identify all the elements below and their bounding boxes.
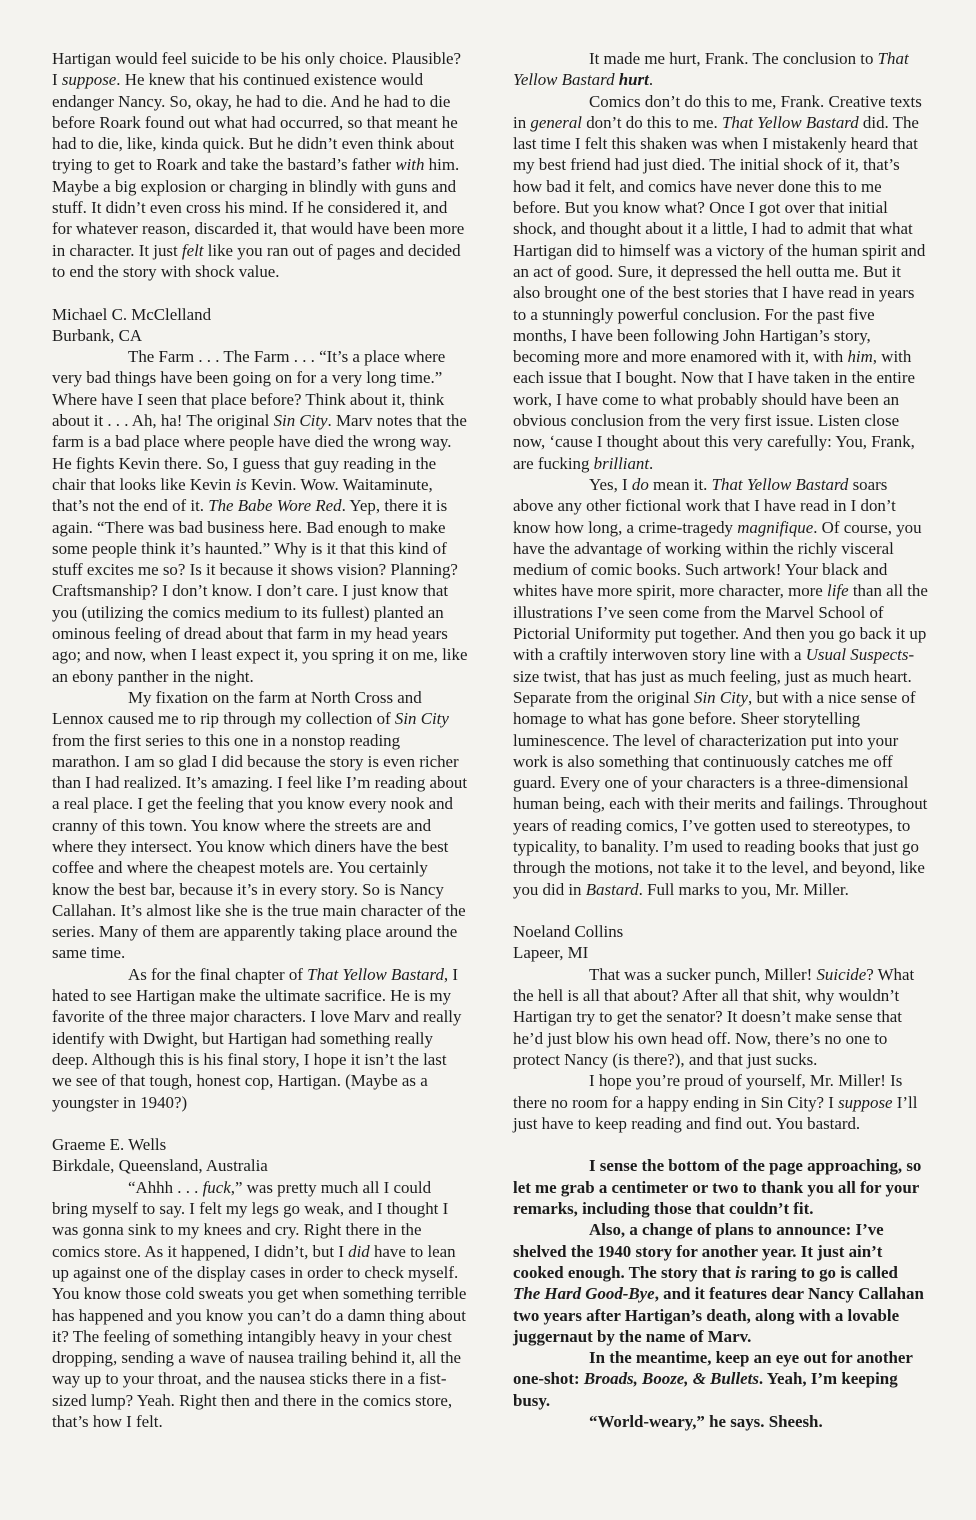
text-run: Also, a change of plans to announce: I’ve shelved the 1940 story for another year. It just ain’t cooked enough. The story that	[513, 1220, 884, 1282]
text-run: don’t do this to me.	[581, 112, 722, 132]
editor-reply-paragraph	[513, 1347, 929, 1411]
italic-run: That Yellow Bastard	[711, 474, 849, 494]
letter-author-name: Michael C. McClelland	[52, 304, 212, 324]
right-column	[513, 48, 929, 1432]
text-run: In the meantime, keep an eye out for another one-shot:	[513, 1348, 913, 1389]
editor-reply-paragraph	[513, 1411, 929, 1432]
left-column	[52, 48, 468, 1432]
italic-run: is	[735, 1262, 747, 1282]
italic-run: The Hard Good-Bye	[513, 1284, 655, 1304]
italic-run: suppose	[838, 1092, 893, 1112]
text-run: My fixation on the farm at North Cross and Lennox caused me to rip through my collection of	[52, 687, 422, 729]
text-run: . Of course, you have the advantage of working within the richly visceral medium of comic books. Such artwork! Your black and whites have more spirit, more character, more	[513, 517, 922, 601]
text-run: ? What the hell is all that about? After all that shit, why wouldn’t Hartigan try to get the senator? It doesn’t make sense that he’d just blow his own head off. Now, there’s no one to protect Nancy (is there?), and that just sucks.	[513, 964, 915, 1069]
italic-run: magnifique	[737, 517, 814, 537]
italic-run: with	[395, 155, 425, 175]
italic-run: That Yellow Bastard	[721, 112, 859, 132]
italic-run: That Yellow Bastard	[513, 49, 909, 90]
italic-run: Suicide	[816, 964, 867, 984]
text-run: . Marv notes that the farm is a bad place where people have died the wrong way. He fights Kevin there. So, I guess that guy reading in the chair that looks like Kevin	[52, 411, 467, 494]
letter-paragraph	[52, 687, 468, 964]
italic-run: him	[847, 347, 873, 367]
text-run: .	[648, 70, 654, 90]
editor-reply-paragraph	[513, 1155, 929, 1219]
italic-run: The Babe Wore Red	[208, 496, 342, 516]
letter-paragraph	[513, 48, 929, 91]
italic-run: life	[827, 581, 849, 601]
italic-run: did	[348, 1241, 370, 1261]
letter-paragraph	[513, 474, 929, 900]
text-run: I sense the bottom of the page approaching, so let me grab a centimeter or two to thank you all for your remarks, including those that couldn’t fit.	[513, 1156, 922, 1219]
italic-run: Sin City	[394, 709, 449, 729]
italic-run: That Yellow Bastard	[307, 964, 444, 984]
letter-author-name: Noeland Collins	[513, 922, 624, 942]
spacer	[513, 900, 929, 921]
text-run: raring to go is called	[746, 1262, 898, 1282]
italic-run: Sin City	[694, 687, 749, 707]
text-run: , but with a nice sense of homage to what has gone before. Sheer storytelling luminescence. The level of characterization put into your work is also something that continuously catches me off guard. Every one of your characters is a three-dimensional human being, each with their merits and failings. Throughout years of reading comics, I’ve gotten used to stereotypes, to typicality, to banality. I’m used to reading books that just go through the motions, not take it to the level, and beyond, like you did in	[513, 687, 928, 899]
text-run: soars above any other fictional work that I have read in I don’t know how long, a crime-tragedy	[513, 474, 896, 537]
text-run: .	[649, 453, 654, 473]
text-run: from the first series to this one in a nonstop reading marathon. I am so glad I did because the story is even richer than I had realized. It’s amazing. I feel like I’m reading about a real place. I get the feeling that you know every nook and cranny of this town. You know where the streets are and where they intersect. You know which diners have the best coffee and where the cheapest motels are. You certainly know the best bar, because it’s in every story. So is Nancy Callahan. It’s almost like she is the true main character of the series. Many of them are apparently taking place around the same time.	[52, 730, 468, 963]
letter-paragraph	[52, 964, 468, 1113]
text-run: him. Maybe a big explosion or charging in blindly with guns and stuff. It didn’t even cross his mind. If he considered it, and for whatever reason, discarded it, that would have been more in character. It just	[52, 155, 465, 260]
text-run: “Ahhh . . .	[128, 1177, 203, 1197]
letter-author-location: Lapeer, MI	[513, 943, 589, 963]
text-run: -size twist, that has just as much feeling, just as much heart. Separate from the original	[513, 645, 915, 707]
italic-run: Sin City	[273, 411, 328, 431]
text-run: than all the illustrations I’ve seen come from the Marvel School of Pictorial Uniformity put together. And then you go back it up with a craftily interwoven story line with a	[513, 581, 928, 665]
italic-run: general	[530, 112, 582, 132]
letter-author-location: Birkdale, Queensland, Australia	[52, 1156, 268, 1176]
letter-paragraph	[513, 91, 929, 474]
italic-run: Bastard	[585, 879, 639, 899]
text-run: did. The last time I felt this shaken was when I mistakenly heard that my best friend had just died. The initial shock of it, that’s how bad it felt, and comics have never done this to me before. But you know what? Once I got over that initial shock, and thought about it a little, I had to admit that what Hartigan did to himself was a victory of the human spirit and an act of good. Sure, it depressed the hell outta me. But it also brought one of the best stories that I have read in years to a stunningly powerful conclusion. For the past five months, I have been following John Hartigan’s story, becoming more and more enamored with it, with	[513, 112, 926, 367]
text-run: , I hated to see Hartigan make the ultimate sacrifice. He is my favorite of the three major characters. I love Marv and really identify with Dwight, but Hartigan had something really deep. Although this is his final story, I hope it isn’t the last we see of that tough, honest cop, Hartigan. (Maybe as a youngster in 1940?)	[52, 964, 462, 1112]
italic-run: felt	[181, 240, 204, 260]
editor-reply-paragraph	[513, 1219, 929, 1347]
letter-paragraph	[52, 346, 468, 687]
text-run: I’ll just have to keep reading and find out. You bastard.	[513, 1092, 918, 1133]
text-run: ,” was pretty much all I could bring myself to say. I felt my legs go weak, and I thought I was gonna sink to my knees and cry. Right there in the comics store. As it happened, I didn’t, but I	[52, 1177, 449, 1261]
letter-author-location: Burbank, CA	[52, 325, 143, 345]
text-run: Kevin. Wow. Waitaminute, that’s not the end of it.	[52, 474, 433, 516]
text-run: , with each issue that I bought. Now that I have taken in the entire work, I have come to what probably should have been an obvious conclusion from the very first issue. Listen close now, ‘cause I thought about this very carefully: You, Frank, are fucking	[513, 347, 915, 473]
italic-run: brilliant	[593, 453, 650, 473]
letter-paragraph	[52, 48, 468, 282]
text-run: Yes, I	[589, 474, 632, 494]
text-run: Hartigan would feel suicide to be his only choice. Plausible? I	[52, 49, 462, 90]
text-run: It made me hurt, Frank. The conclusion to	[589, 49, 878, 68]
italic-run: fuck	[202, 1177, 231, 1197]
text-run: The Farm . . . The Farm . . . “It’s a place where very bad things have been going on for a very long time.” Where have I seen that place before? Think about it, think about it . . . Ah, ha! The original	[52, 347, 446, 431]
italic-run: is	[235, 474, 247, 494]
text-run: As for the final chapter of	[128, 964, 308, 984]
italic-run: do	[631, 474, 649, 494]
text-run: . Full marks to you, Mr. Miller.	[638, 879, 849, 899]
bold-italic-run: hurt	[618, 70, 649, 90]
text-run: That was a sucker punch, Miller!	[589, 964, 817, 984]
text-run: . Yeah, I’m keeping busy.	[513, 1369, 898, 1410]
text-run: mean it.	[648, 474, 712, 494]
text-run: . He knew that his continued existence would endanger Nancy. So, okay, he had to die. And he had to die before Roark found out what had occurred, so that meant he had to die, like, kinda quick. But he didn’t even think about trying to get to Roark and take the bastard’s father	[52, 70, 458, 175]
italic-run: suppose	[61, 70, 117, 90]
text-run: . Yep, there it is again. “There was bad business here. Bad enough to make some people think it’s haunted.” Why is it that this kind of stuff excites me so? Is it because it shows vision? Planning? Craftsmanship? I don’t know. I don’t care. I just know that you (utilizing the comics medium to its fullest) planted an ominous feeling of dread about that farm in my head years ago; and now, when I least expect it, you spring it on me, like an ebony panther in the night.	[52, 496, 468, 686]
text-run: I hope you’re proud of yourself, Mr. Miller! Is there no room for a happy ending in Sin City? I	[513, 1071, 903, 1112]
spacer	[513, 1134, 929, 1155]
text-run: , and it features dear Nancy Callahan two years after Hartigan’s death, along with a lovable juggernaut by the name of Marv.	[513, 1284, 924, 1346]
italic-run: Broads, Booze, & Bullets	[583, 1369, 759, 1389]
letter-paragraph	[52, 1177, 468, 1433]
text-run: Comics don’t do this to me, Frank. Creative texts in	[513, 91, 922, 132]
text-run: have to lean up against one of the display cases in order to check myself. You know those cold sweats you get when something terrible has happened and you know you can’t do a damn thing about it? The feeling of something intangibly heavy in your chest dropping, sending a wave of nausea trailing behind it, all the way up to your throat, and the nausea sticks there in a fist-sized lump? Yeah. Right then and there in the comics store, that’s how I felt.	[52, 1241, 467, 1431]
text-run: like you ran out of pages and decided to end the story with shock value.	[52, 240, 461, 281]
letter-paragraph	[513, 964, 929, 1070]
spacer	[52, 1113, 468, 1134]
spacer	[52, 282, 468, 303]
letter-author-name: Graeme E. Wells	[52, 1135, 167, 1155]
italic-run: Usual Suspects	[805, 645, 909, 665]
letter-paragraph	[513, 1070, 929, 1134]
text-run: “World-weary,” he says. Sheesh.	[589, 1412, 823, 1431]
